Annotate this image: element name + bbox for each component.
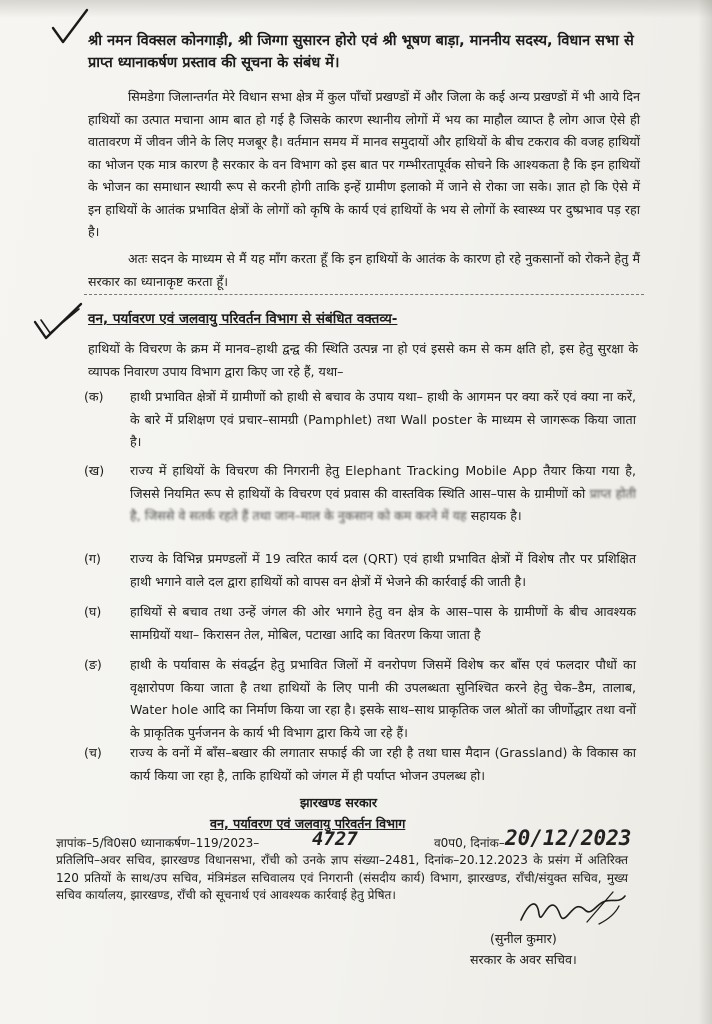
statement-heading: वन, पर्यावरण एवं जलवायु परिवर्तन विभाग से संबंधित वक्तव्य-: [88, 311, 398, 327]
item-marker: (घ): [84, 604, 102, 619]
scan-shadow-top: [0, 0, 712, 18]
place-date-label: व0प0, दिनांक–: [434, 836, 505, 850]
item-text-main: राज्य में हाथियों के विचरण की निगरानी हेतु Elephant Tracking Mobile App तैयार किया गया है, जिससे नियमित रूप से हाथियों के विचरण एवं प्रवास की वास्तविक स्थिति आस–पास के ग्रामीणों को: [130, 463, 636, 501]
item-marker: (क): [84, 389, 104, 404]
item-text: राज्य के वनों में बाँस–बखार की लगातार सफाई की जा रही है तथा घास मैदान (Grassland) के विकास का कार्य किया जा रहा है, ताकि हाथियों को जंगल में ही पर्याप्त भोजन उपलब्ध हो।: [130, 745, 636, 783]
item-marker: (ख): [84, 463, 105, 478]
government-name: झारखण्ड सरकार: [300, 795, 378, 810]
item-text: हाथियों से बचाव तथा उन्हें जंगल की ओर भगाने हेतु वन क्षेत्र के आस–पास के ग्रामीणों के बीच आवश्यक सामग्रियों यथा– किरासन तेल, मोबिल, पटाखा आदि का वितरण किया जाता है: [130, 604, 636, 642]
divider: [84, 294, 644, 295]
notice-paragraph: सिमडेगा जिलान्तर्गत मेरे विधान सभा क्षेत्र में कुल पाँचों प्रखण्डों में और जिला के कई अन्य प्रखण्डों में भी आये दिन हाथियों का उत्पात मचाना आम बात हो गई है जिसके कारण स्थानीय लोगों में भय का माहौल व्याप्त है लोग आज ऐसे ही वातावरण में जीवन जीने के लिए मजबूर है। वर्तमान समय में मानव समुदायों और हाथियों के बीच टकराव की वजह हाथियों का भोजन एक मात्र कारण है सरकार के वन विभाग को इस बात पर गम्भीरतापूर्वक सोचने कि आश्यकता है कि इन हाथियों के भोजन का समाधान स्थायी रूप से करनी होगी ताकि इन्हें ग्रामीण इलाको में जाने से रोका जा सके। ज्ञात हो कि ऐसे में इन हाथियों के आतंक प्रभावित क्षेत्रों के लोगों को कृषि के कार्य एवं हाथियों के भय से लोगों के स्वास्थ्य पर दुष्प्रभाव पड़ रहा है।: [88, 89, 640, 239]
item-marker: (ग): [84, 551, 101, 566]
item-text-faded: प्राप्त होती है, जिससे वे सतर्क रहते हैं तथा जान–माल के नुकसान को कम करने में यह: [130, 485, 636, 523]
checkmark-icon: [50, 8, 90, 48]
item-text-tail: सहायक है।: [470, 508, 522, 523]
signatory-name: (सुनील कुमार): [490, 931, 557, 946]
statement-intro: हाथियों के विचरण के क्रम में मानव–हाथी द्वन्द्व की स्थिति उत्पन्न ना हो एवं इससे कम से कम क्षति हो, इस हेतु सुरक्षा के व्यापक निवारण उपाय विभाग द्वारा किए जा रहे हैं, यथा–: [88, 341, 638, 379]
date-handwritten: 20/12/2023: [505, 826, 632, 850]
checkmark-icon: [32, 300, 84, 342]
item-text: [130, 460, 636, 528]
signatory-designation: सरकार के अवर सचिव।: [470, 952, 577, 967]
memo-number: ज्ञापांक–5/वि0स0 ध्यानाकर्षण–119/2023–: [56, 836, 260, 850]
scan-shadow-edge: [698, 0, 712, 1024]
department-name: वन, पर्यावरण एवं जलवायु परिवर्तन विभाग: [210, 816, 406, 831]
item-marker: (ङ): [84, 657, 102, 672]
item-text: राज्य के विभिन्न प्रमण्डलों में 19 त्वरित कार्य दल (QRT) एवं हाथी प्रभावित क्षेत्रों में विशेष तौर पर प्रशिक्षित हाथी भगाने वाले दल द्वारा हाथियों को वापस वन क्षेत्रों में भेजने की कार्रवाई की जाती है।: [130, 551, 636, 589]
notice-paragraph: अतः सदन के माध्यम से मैं यह माँग करता हूँ कि इन हाथियों के आतंक के कारण हो रहे नुकसानों को रोकने हेतु मैं सरकार का ध्यानाकृष्ट करता हूँ।: [88, 251, 640, 289]
notice-subject: श्री नमन विक्सल कोनगाड़ी, श्री जिग्गा सुसारन होरो एवं श्री भूषण बाड़ा, माननीय सदस्य, विधान सभा से प्राप्त ध्यानाकर्षण प्रस्ताव की सूचना के संबंध में।: [88, 33, 634, 71]
item-marker: (च): [84, 745, 102, 760]
copy-to-paragraph: प्रतिलिपि–अवर सचिव, झारखण्ड विधानसभा, राँची को उनके ज्ञाप संख्या–2481, दिनांक–20.12.2023 के प्रसंग में अतिरिक्त 120 प्रतियों के साथ/उप सचिव, मंत्रिमंडल सचिवालय एवं निगरानी (संसदीय कार्य) विभाग, झारखण्ड, राँची/संयुक्त सचिव, मुख्य सचिव कार्यालय, झारखण्ड, राँची को सूचनार्थ एवं आवश्यक कार्रवाई हेतु प्रेषित।: [56, 853, 628, 902]
memo-number-handwritten: 4727: [312, 828, 358, 850]
item-text: हाथी के पर्यावास के संवर्द्धन हेतु प्रभावित जिलों में वनरोपण जिसमें विशेष कर बाँस एवं फलदार पौधों का वृक्षारोपण किया जाता है तथा हाथियों के लिए पानी की उपलब्धता सुनिश्चित करने हेतु चेक–डैम, तालाब, Water hole आदि का निर्माण किया जा रहा है। इसके साथ–साथ प्राकृतिक जल श्रोतों का जीर्णोद्धार तथा वनों के प्राकृतिक पुर्नजनन के कार्य भी विभाग द्वारा किये जा रहे हैं।: [130, 657, 636, 740]
item-text: हाथी प्रभावित क्षेत्रों में ग्रामीणों को हाथी से बचाव के उपाय यथा– हाथी के आगमन पर क्या करें एवं क्या ना करें, के बारे में प्रशिक्षण एवं प्रचार–सामग्री (Pamphlet) तथा Wall poster के माध्यम से जागरूक किया जाता है।: [130, 389, 636, 449]
